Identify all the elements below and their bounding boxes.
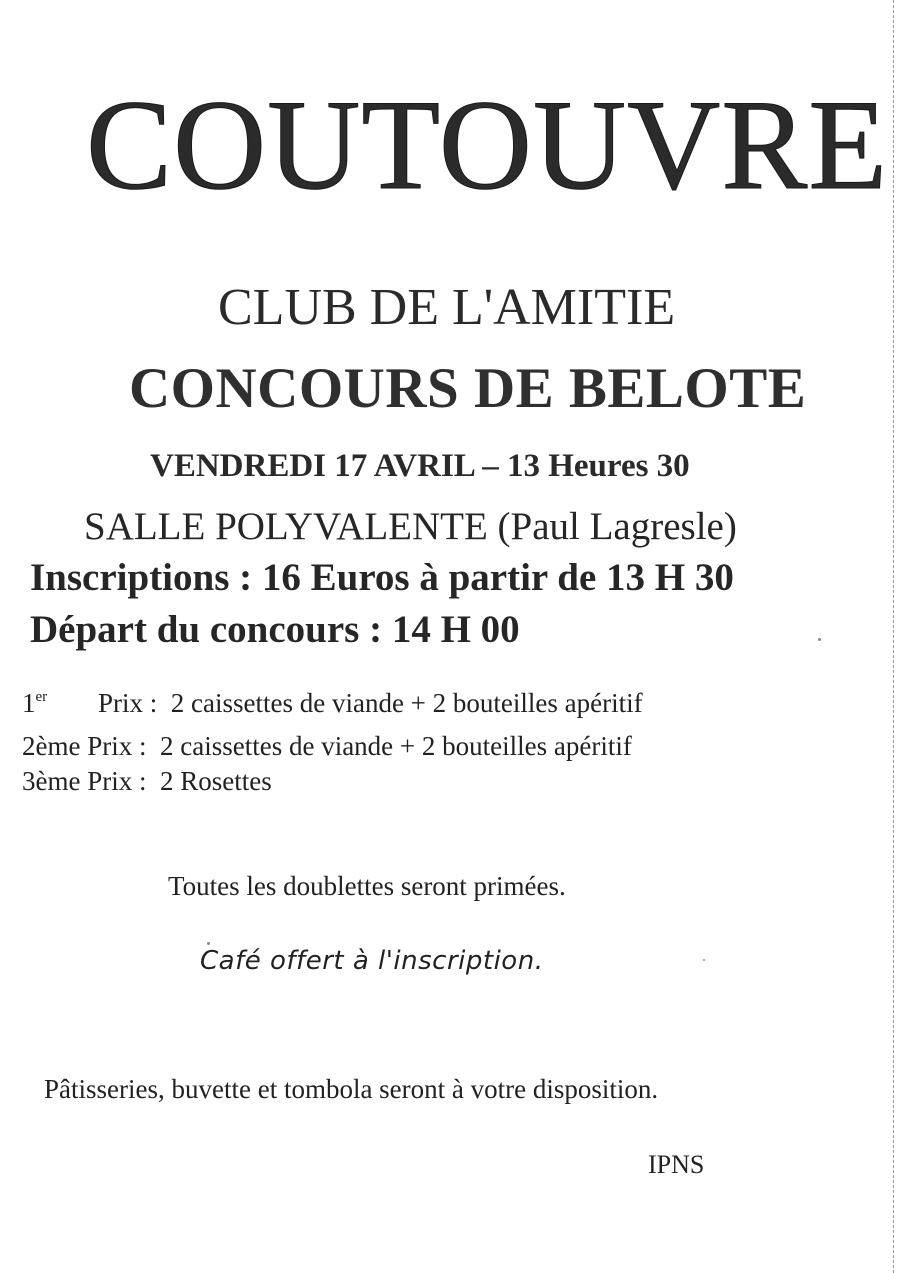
club-name: CLUB DE L'AMITIE	[218, 279, 676, 336]
start-time: Départ du concours : 14 H 00	[30, 608, 520, 651]
prize-1-rank-suffix: er	[35, 689, 48, 705]
ipns-footer: IPNS	[648, 1150, 705, 1179]
town-title: COUTOUVRE	[86, 73, 889, 216]
prize-1-rank	[22, 690, 98, 717]
event-date-time: VENDREDI 17 AVRIL – 13 Heures 30	[150, 448, 690, 484]
prize-2	[22, 733, 632, 760]
scan-speck	[207, 942, 210, 945]
prize-2-rank: 2ème	[22, 731, 81, 761]
prize-1-rank-number: 1	[22, 688, 36, 718]
prize-2-label: Prix :	[87, 731, 147, 761]
prize-2-description: 2 caissettes de viande + 2 bouteilles apéritif	[160, 731, 632, 761]
scan-speck	[818, 638, 821, 641]
prize-1-label: Prix :	[98, 688, 158, 718]
extras-note: Pâtisseries, buvette et tombola seront à votre disposition.	[44, 1074, 659, 1104]
registration-info: Inscriptions : 16 Euros à partir de 13 H 30	[30, 556, 734, 599]
scan-edge	[892, 0, 894, 1273]
prize-3-rank: 3ème	[22, 766, 81, 796]
prize-1	[22, 690, 643, 717]
cafe-note: Café offert à l'inscription.	[200, 946, 544, 976]
event-title: CONCOURS DE BELOTE	[129, 357, 807, 420]
prize-3-description: 2 Rosettes	[160, 766, 272, 796]
prize-3-label: Prix :	[87, 766, 147, 796]
prize-3	[22, 768, 272, 795]
scan-speck	[703, 959, 705, 961]
prize-1-description: 2 caissettes de viande + 2 bouteilles apéritif	[170, 688, 643, 718]
event-venue: SALLE POLYVALENTE (Paul Lagresle)	[84, 505, 737, 548]
doublettes-note: Toutes les doublettes seront primées.	[168, 871, 566, 901]
